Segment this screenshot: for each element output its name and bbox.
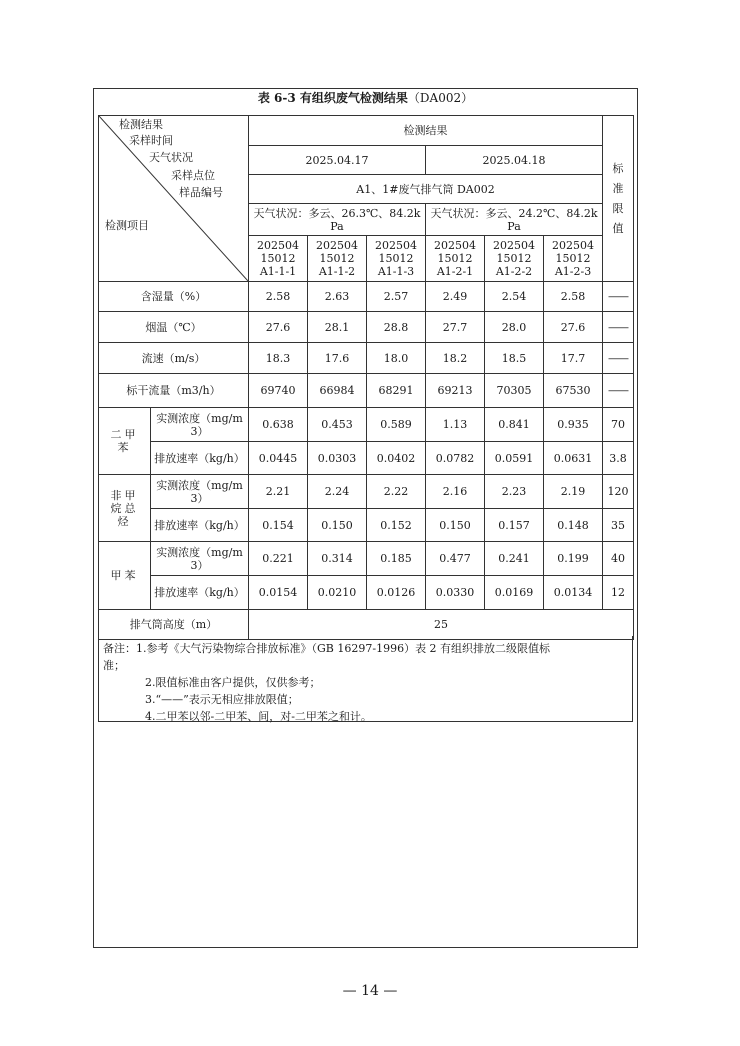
weather-2: 天气状况：多云、24.2℃、84.2kPa [426, 204, 603, 236]
note-line: 4.二甲苯以邻-二甲苯、间，对-二甲苯之和计。 [145, 710, 372, 723]
cell-value: 0.0134 [544, 576, 603, 610]
row-label: 排放速率（kg/h） [151, 442, 249, 475]
table-row [99, 408, 634, 442]
cell-value: 0.157 [485, 509, 544, 542]
row-label: 排放速率（kg/h） [151, 576, 249, 610]
cell-value: 2.19 [544, 475, 603, 509]
stack-height-value: 25 [249, 610, 634, 640]
cell-value: 2.21 [249, 475, 308, 509]
cell-value: 69740 [249, 374, 308, 408]
cell-value: 17.7 [544, 343, 603, 374]
sample-id: 202504 15012 A1-2-1 [426, 236, 485, 282]
sample-id: 202504 15012 A1-1-3 [367, 236, 426, 282]
limit-value: —— [603, 343, 634, 374]
cell-value: 0.841 [485, 408, 544, 442]
group-label-nmhc: 非甲 烷总 烃 [99, 475, 151, 542]
limit-header-text: 标准限值 [612, 161, 624, 235]
results-table [98, 115, 634, 640]
diag-label-item: 检测项目 [105, 219, 149, 232]
cell-value: 0.221 [249, 542, 308, 576]
cell-value: 2.57 [367, 282, 426, 312]
group-label-toluene: 甲苯 [99, 542, 151, 610]
cell-value: 2.16 [426, 475, 485, 509]
cell-value: 0.0169 [485, 576, 544, 610]
sample-id: 202504 15012 A1-2-3 [544, 236, 603, 282]
note-line: 3.“——”表示无相应排放限值； [145, 693, 299, 706]
cell-value: 0.589 [367, 408, 426, 442]
table-row [99, 475, 634, 509]
diagonal-header [99, 116, 249, 282]
diagonal-line [99, 116, 248, 281]
date-2: 2025.04.18 [426, 146, 603, 175]
cell-value: 0.150 [426, 509, 485, 542]
cell-value: 1.13 [426, 408, 485, 442]
table-row [99, 509, 634, 542]
limit-value: —— [603, 374, 634, 408]
cell-value: 67530 [544, 374, 603, 408]
diag-label-result: 检测结果 [119, 118, 163, 131]
table-title [93, 90, 638, 106]
sample-id: 202504 15012 A1-2-2 [485, 236, 544, 282]
date-1: 2025.04.17 [249, 146, 426, 175]
row-label: 实测浓度（mg/m3） [151, 408, 249, 442]
cell-value: 18.0 [367, 343, 426, 374]
cell-value: 0.0126 [367, 576, 426, 610]
row-label: 实测浓度（mg/m3） [151, 475, 249, 509]
row-label: 排放速率（kg/h） [151, 509, 249, 542]
cell-value: 0.477 [426, 542, 485, 576]
cell-value: 0.314 [308, 542, 367, 576]
table-row [99, 610, 634, 640]
cell-value: 18.3 [249, 343, 308, 374]
row-label: 含湿量（%） [99, 282, 249, 312]
diag-label-sample: 样品编号 [179, 186, 223, 199]
cell-value: 17.6 [308, 343, 367, 374]
table-row [99, 343, 634, 374]
cell-value: 0.0303 [308, 442, 367, 475]
group-label-xylene: 二甲 苯 [99, 408, 151, 475]
cell-value: 69213 [426, 374, 485, 408]
note-line: 备注：1.参考《大气污染物综合排放标准》（GB 16297-1996）表 2 有组织排放二级限值标 [103, 642, 551, 655]
cell-value: 66984 [308, 374, 367, 408]
table-title-label: 表 6-3 有组织废气检测结果 [257, 91, 408, 105]
cell-value: 2.49 [426, 282, 485, 312]
cell-value: 0.0631 [544, 442, 603, 475]
limit-value: —— [603, 312, 634, 343]
cell-value: 0.453 [308, 408, 367, 442]
cell-value: 2.58 [249, 282, 308, 312]
cell-value: 18.5 [485, 343, 544, 374]
cell-value: 0.0210 [308, 576, 367, 610]
cell-value: 2.22 [367, 475, 426, 509]
results-header: 检测结果 [249, 116, 603, 146]
cell-value: 18.2 [426, 343, 485, 374]
limit-value: 70 [603, 408, 634, 442]
cell-value: 27.6 [249, 312, 308, 343]
sample-id: 202504 15012 A1-1-1 [249, 236, 308, 282]
cell-value: 28.8 [367, 312, 426, 343]
table-row [99, 374, 634, 408]
cell-value: 0.241 [485, 542, 544, 576]
cell-value: 2.58 [544, 282, 603, 312]
note-line: 准； [103, 659, 125, 672]
cell-value: 68291 [367, 374, 426, 408]
cell-value: 0.0330 [426, 576, 485, 610]
limit-value: —— [603, 282, 634, 312]
page-number: — 14 — [342, 983, 398, 999]
table-row [99, 576, 634, 610]
limit-header [603, 116, 634, 282]
notes [103, 640, 628, 725]
cell-value: 27.7 [426, 312, 485, 343]
sample-id: 202504 15012 A1-1-2 [308, 236, 367, 282]
cell-value: 2.24 [308, 475, 367, 509]
cell-value: 0.154 [249, 509, 308, 542]
cell-value: 2.23 [485, 475, 544, 509]
limit-value: 3.8 [603, 442, 634, 475]
cell-value: 0.185 [367, 542, 426, 576]
cell-value: 0.0445 [249, 442, 308, 475]
cell-value: 0.0591 [485, 442, 544, 475]
limit-value: 35 [603, 509, 634, 542]
row-label: 实测浓度（mg/m3） [151, 542, 249, 576]
diag-label-location: 采样点位 [171, 169, 215, 182]
row-label: 烟温（℃） [99, 312, 249, 343]
cell-value: 27.6 [544, 312, 603, 343]
note-line: 2.限值标准由客户提供，仅供参考； [145, 676, 321, 689]
table-row [99, 282, 634, 312]
table-row [99, 542, 634, 576]
cell-value: 28.1 [308, 312, 367, 343]
row-label: 标干流量（m3/h） [99, 374, 249, 408]
cell-value: 0.150 [308, 509, 367, 542]
row-label: 流速（m/s） [99, 343, 249, 374]
diag-label-weather: 天气状况 [149, 151, 193, 164]
sampling-location: A1、1#废气排气筒 DA002 [249, 175, 603, 204]
weather-1: 天气状况：多云、26.3℃、84.2kPa [249, 204, 426, 236]
cell-value: 28.0 [485, 312, 544, 343]
cell-value: 70305 [485, 374, 544, 408]
cell-value: 0.199 [544, 542, 603, 576]
cell-value: 0.0402 [367, 442, 426, 475]
diag-label-time: 采样时间 [129, 134, 173, 147]
stack-height-label: 排气筒高度（m） [99, 610, 249, 640]
cell-value: 2.63 [308, 282, 367, 312]
cell-value: 0.0154 [249, 576, 308, 610]
table-row [99, 312, 634, 343]
limit-value: 12 [603, 576, 634, 610]
cell-value: 0.638 [249, 408, 308, 442]
cell-value: 0.152 [367, 509, 426, 542]
limit-value: 40 [603, 542, 634, 576]
cell-value: 0.148 [544, 509, 603, 542]
cell-value: 0.0782 [426, 442, 485, 475]
table-row [99, 442, 634, 475]
table-title-code: （DA002） [407, 91, 474, 105]
cell-value: 2.54 [485, 282, 544, 312]
cell-value: 0.935 [544, 408, 603, 442]
limit-value: 120 [603, 475, 634, 509]
